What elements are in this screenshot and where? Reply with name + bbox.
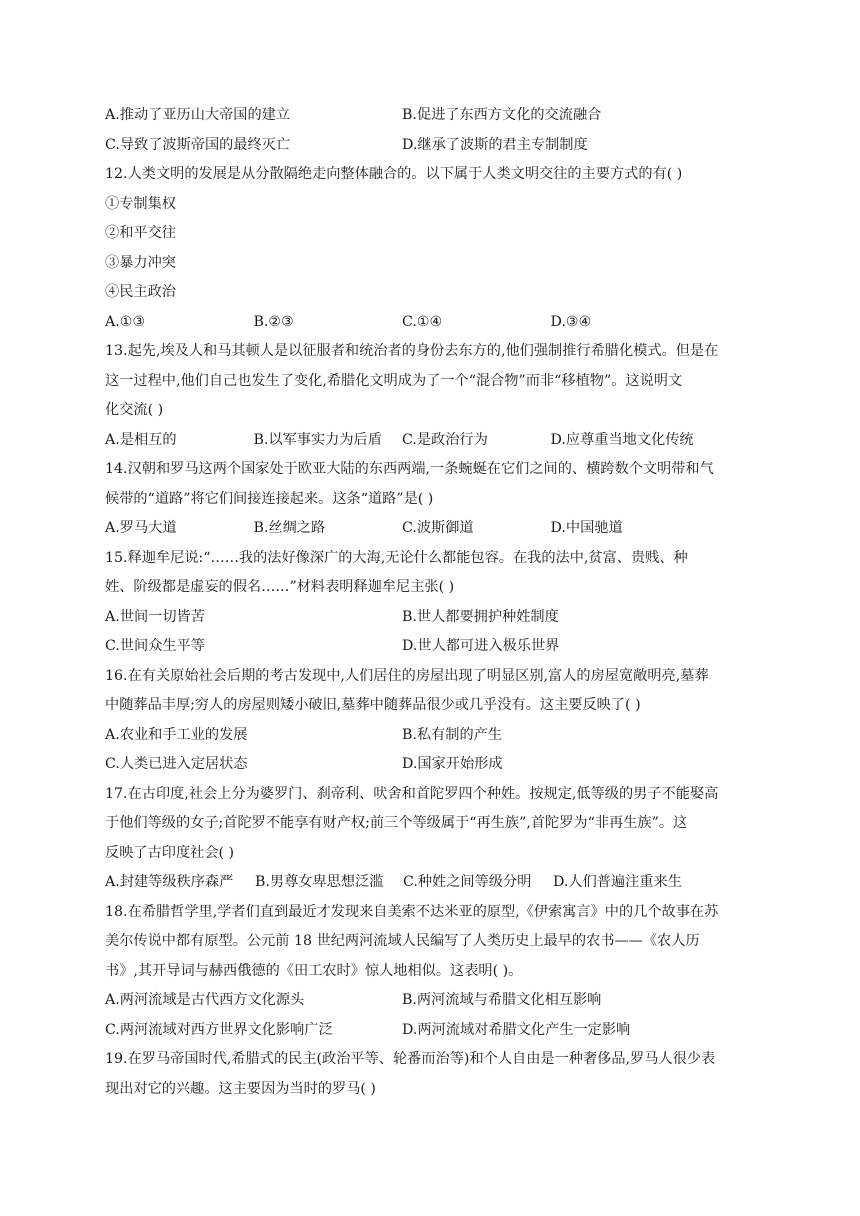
q18-stem-line-2: 美尔传说中都有原型。公元前 18 世纪两河流域人民编写了人类历史上最早的农书——《农人历 bbox=[105, 933, 700, 949]
q15-option-a: A.世间一切皆苦 bbox=[105, 608, 205, 625]
q19-stem-line-2: 现出对它的兴趣。这主要因为当时的罗马( ) bbox=[105, 1080, 376, 1097]
q16-option-c: C.人类已进入定居状态 bbox=[105, 756, 248, 772]
q15-stem-line-2: 姓、阶级都是虚妄的假名……”材料表明释迦牟尼主张( ) bbox=[105, 579, 455, 595]
q18-option-d: D.两河流域对希腊文化产生一定影响 bbox=[402, 1021, 631, 1038]
q14-options bbox=[105, 514, 780, 544]
q16-stem-line-1: 16.在有关原始社会后期的考古发现中,人们居住的房屋出现了明显区别,富人的房屋宽敞明亮,墓葬 bbox=[105, 667, 709, 684]
q12-item-1: ①专制集权 bbox=[105, 195, 176, 212]
q14-option-d: D.中国驰道 bbox=[550, 520, 623, 536]
q14-stem-line-2: 候带的“道路”将它们间接连接起来。这条“道路”是( ) bbox=[105, 490, 434, 507]
q16-option-a: A.农业和手工业的发展 bbox=[105, 726, 248, 743]
q17-options bbox=[105, 868, 780, 898]
q12-option-d: D.③④ bbox=[550, 313, 592, 330]
q13-options bbox=[105, 426, 780, 456]
q12-item-4: ④民主政治 bbox=[105, 284, 176, 300]
q12-option-a: A.①③ bbox=[105, 313, 146, 330]
q15-option-b: B.世人都要拥护种姓制度 bbox=[402, 608, 559, 625]
q11-option-d: D.继承了波斯的君主专制制度 bbox=[402, 136, 588, 153]
q19-stem-line-1: 19.在罗马帝国时代,希腊式的民主(政治平等、轮番而治等)和个人自由是一种奢侈品,罗马人很少表 bbox=[105, 1051, 716, 1067]
q17-stem-line-2: 于他们等级的女子;首陀罗不能享有财产权;前三个等级属于“再生族”,首陀罗为“非再生族”。这 bbox=[105, 815, 688, 831]
q12-item-2: ②和平交往 bbox=[105, 225, 176, 241]
q11-option-c: C.导致了波斯帝国的最终灭亡 bbox=[105, 136, 291, 153]
q15-option-c: C.世间众生平等 bbox=[105, 638, 205, 654]
q15-options-row-1 bbox=[105, 603, 780, 633]
q18-options-row-2 bbox=[105, 1016, 780, 1046]
q18-option-a: A.两河流域是古代西方文化源头 bbox=[105, 992, 305, 1008]
q12-options bbox=[105, 308, 780, 338]
q17-stem-line-3: 反映了古印度社会( ) bbox=[105, 844, 235, 861]
q12-item-3: ③暴力冲突 bbox=[105, 254, 176, 271]
q18-stem-line-1: 18.在希腊哲学里,学者们直到最近才发现来自美索不达米亚的原型,《伊索寓言》中的几个故事在苏 bbox=[105, 903, 719, 920]
q15-stem-line-1: 15.释迦牟尼说:“……我的法好像深广的大海,无论什么都能包容。在我的法中,贫富、贵贱、种 bbox=[105, 549, 688, 566]
q13-option-d: D.应尊重当地文化传统 bbox=[550, 431, 694, 448]
q11-options-row-2 bbox=[105, 131, 780, 161]
q12-option-b: B.②③ bbox=[253, 313, 294, 330]
q17-option-b: B.男尊女卑思想泛滥 bbox=[255, 874, 384, 890]
q14-stem-line-1: 14.汉朝和罗马这两个国家处于欧亚大陆的东西两端,一条蜿蜒在它们之间的、横跨数个文明带和气 bbox=[105, 461, 714, 477]
q18-option-b: B.两河流域与希腊文化相互影响 bbox=[402, 992, 602, 1008]
q17-stem-line-1: 17.在古印度,社会上分为婆罗门、刹帝利、吠舍和首陀罗四个种姓。按规定,低等级的男子不能娶高 bbox=[105, 785, 719, 802]
q15-options-row-2 bbox=[105, 632, 780, 662]
q14-option-a: A.罗马大道 bbox=[105, 520, 177, 536]
q11-option-a: A.推动了亚历山大帝国的建立 bbox=[105, 107, 291, 123]
q16-options-row-2 bbox=[105, 750, 780, 780]
q16-options-row-1 bbox=[105, 721, 780, 751]
q14-option-c: C.波斯御道 bbox=[402, 520, 474, 536]
q14-option-b: B.丝绸之路 bbox=[253, 520, 326, 536]
q16-option-d: D.国家开始形成 bbox=[402, 756, 503, 772]
q18-option-c: C.两河流域对西方世界文化影响广泛 bbox=[105, 1021, 333, 1038]
q18-stem-line-3: 书》,其开导词与赫西俄德的《田工农时》惊人地相似。这表明( )。 bbox=[105, 962, 523, 979]
q13-stem-line-2: 这一过程中,他们自己也发生了变化,希腊化文明成为了一个“混合物”而非“移植物”。这说明文 bbox=[105, 372, 683, 389]
q17-option-d: D.人们普遍注重来生 bbox=[553, 874, 682, 890]
q13-option-a: A.是相互的 bbox=[105, 431, 177, 448]
q17-option-c: C.种姓之间等级分明 bbox=[403, 874, 532, 890]
q16-option-b: B.私有制的产生 bbox=[402, 726, 503, 743]
q13-option-c: C.是政治行为 bbox=[402, 431, 488, 448]
q11-options-row-1 bbox=[105, 101, 780, 131]
q11-option-b: B.促进了东西方文化的交流融合 bbox=[402, 107, 602, 123]
q12-stem: 12.人类文明的发展是从分散隔绝走向整体融合的。以下属于人类文明交往的主要方式的有( ) bbox=[105, 166, 683, 182]
q13-stem-line-1: 13.起先,埃及人和马其顿人是以征服者和统治者的身份去东方的,他们强制推行希腊化模式。但是在 bbox=[105, 343, 719, 359]
q12-option-c: C.①④ bbox=[402, 313, 443, 330]
q15-option-d: D.世人都可进入极乐世界 bbox=[402, 638, 560, 654]
q13-stem-line-3: 化交流( ) bbox=[105, 402, 164, 418]
q13-option-b: B.以军事实力为后盾 bbox=[253, 431, 382, 448]
q18-options-row-1 bbox=[105, 986, 780, 1016]
q16-stem-line-2: 中随葬品丰厚;穷人的房屋则矮小破旧,墓葬中随葬品很少或几乎没有。这主要反映了( ) bbox=[105, 697, 641, 713]
q17-option-a: A.封建等级秩序森严 bbox=[105, 874, 234, 890]
